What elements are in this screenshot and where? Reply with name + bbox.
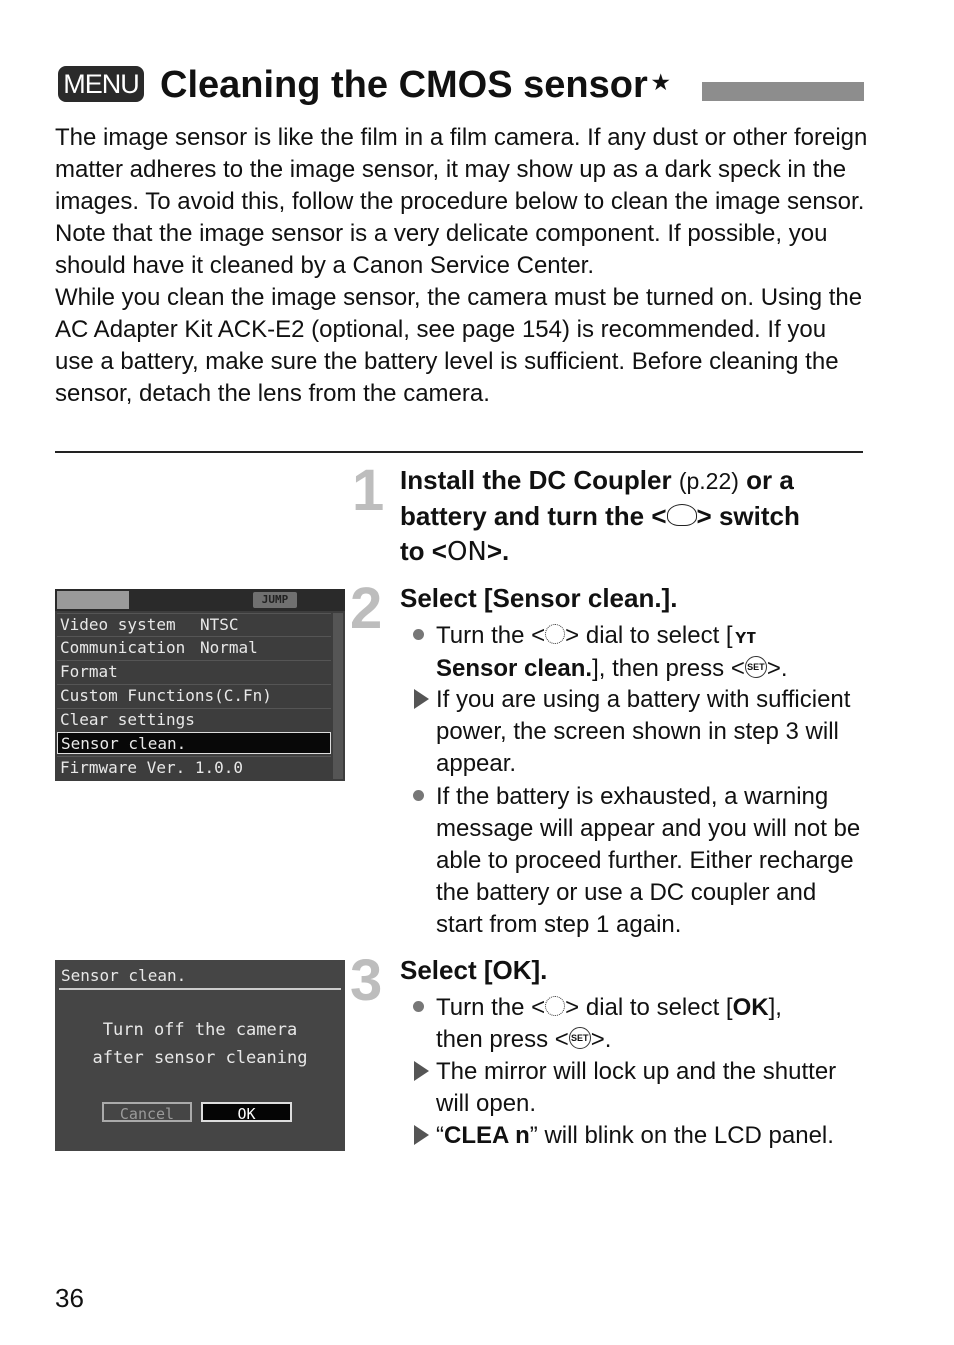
jump-label: JUMP [253,592,297,608]
text: If you are using a battery with sufficient power, the screen shown in step 3 will appear. [436,686,851,777]
lcd-menu-screenshot [55,589,345,781]
text: ” will blink on the LCD panel. [529,1122,834,1149]
step-1-page-ref: (p.22) [678,468,739,494]
power-switch-icon [667,504,697,526]
text: “ [436,1122,444,1149]
result-arrow-icon [406,684,430,716]
lcd-confirm-header: Sensor clean. [61,966,187,985]
lcd-confirm-screenshot [55,960,345,1151]
lcd-menu-row [57,636,331,659]
lcd-menu-row-selected [57,732,331,754]
lcd-menu-row [57,756,331,779]
lcd-cancel-button: Cancel [102,1102,192,1122]
lcd-row-value: NTSC [200,615,239,634]
text: Turn the < [436,622,546,649]
step-3-number: 3 [350,948,383,1013]
lcd-row-key: Firmware Ver. 1.0.0 [60,758,244,777]
step-3-bullet-3 [436,1120,866,1152]
star-icon: ★ [651,72,670,94]
intro-text [55,122,870,410]
bold-text: OK [732,994,769,1021]
title-text: Cleaning the CMOS sensor [160,64,648,106]
lcd-row-key: Communication [60,638,186,657]
lcd-menu-row [57,613,331,636]
bullet-dot-icon [406,620,430,652]
lcd-scrollbar [333,613,343,779]
bullet-dot-icon [406,992,430,1024]
text: If the battery is exhausted, a warning message will appear and you will not be able to proceed further. Either recharge the battery or use a DC coupler and start from step 1 again. [436,783,861,938]
text: >. [766,655,788,682]
text: ], [768,994,782,1021]
step-1-head-a: Install the DC Coupler [400,465,672,495]
bullet-dot-icon [406,781,430,813]
intro-paragraph-2: While you clean the image sensor, the camera must be turned on. Using the AC Adapter Kit ACK-E2 (optional, see page 154) is recommended. If you use a battery, make sure the battery level is sufficient. Before cleaning the sensor, detach the lens from the camera. [55,284,863,407]
set-button-icon: SET [569,1027,591,1049]
step-1-number: 1 [352,458,385,523]
lcd-confirm-rule [59,988,341,990]
lcd-row-key: Clear settings [60,710,195,729]
lcd-confirm-line-2: after sensor cleaning [92,1048,308,1068]
step-1-head-d: to < [400,536,447,566]
step-2-heading: Select [Sensor clean.]. [400,583,678,613]
text: > dial to select [ [565,622,733,649]
page-title [160,62,670,108]
step-1-head-b: or a battery and turn the < [400,465,794,531]
lcd-menu-row [57,684,331,707]
bold-text: Sensor clean. [436,655,593,682]
step-3-bullet-2 [436,1056,866,1120]
step-1-head-c: > switch [696,501,800,531]
bold-text: CLEA n [444,1122,530,1149]
step-2-number: 2 [350,576,383,641]
lcd-row-key: Custom Functions(C.Fn) [60,686,272,705]
step-2-bullet-2 [436,684,866,780]
text: ], then press < [592,655,745,682]
lcd-confirm-line-1: Turn off the camera [102,1020,298,1040]
text: The mirror will lock up and the shutter will open. [436,1058,837,1117]
intro-paragraph-1: The image sensor is like the film in a film camera. If any dust or other foreign matter adheres to the image sensor, it may show up as a dark speck in the images. To avoid this, follow the procedure below to clean the image sensor. Note that the image sensor is a very delicate component. If possible, you should have it cleaned by a Canon Service Center. [55,124,868,279]
main-dial-icon [545,624,565,644]
lcd-active-tab [57,591,129,609]
text: Turn the < [436,994,546,1021]
step-3-bullet-1 [436,992,866,1056]
lcd-row-key: Video system [60,615,176,634]
lcd-menu-row [57,660,331,683]
lcd-row-value: Normal [200,638,258,657]
step-3-heading: Select [OK]. [400,955,548,985]
lcd-ok-button: OK [201,1102,292,1122]
text: then press < [436,1026,569,1053]
step-1-head-e: >. [486,536,510,566]
result-arrow-icon [406,1056,430,1088]
menu-badge: MENU [58,66,144,102]
step-2-bullet-3 [436,781,866,941]
setup-menu-icon: ʏᴛ [735,626,757,648]
main-dial-icon [545,996,565,1016]
on-label: ON [446,537,487,567]
text: >. [590,1026,612,1053]
title-decor-bar [702,82,864,101]
divider [55,451,863,453]
set-button-icon: SET [745,656,767,678]
step-1-heading [400,463,860,570]
lcd-menu-row [57,708,331,731]
result-arrow-icon [406,1120,430,1152]
step-2-bullet-1 [436,620,866,685]
lcd-row-key: Format [60,662,118,681]
text: > dial to select [ [565,994,733,1021]
page-number: 36 [55,1283,84,1313]
lcd-row-key: Sensor clean. [61,734,187,753]
